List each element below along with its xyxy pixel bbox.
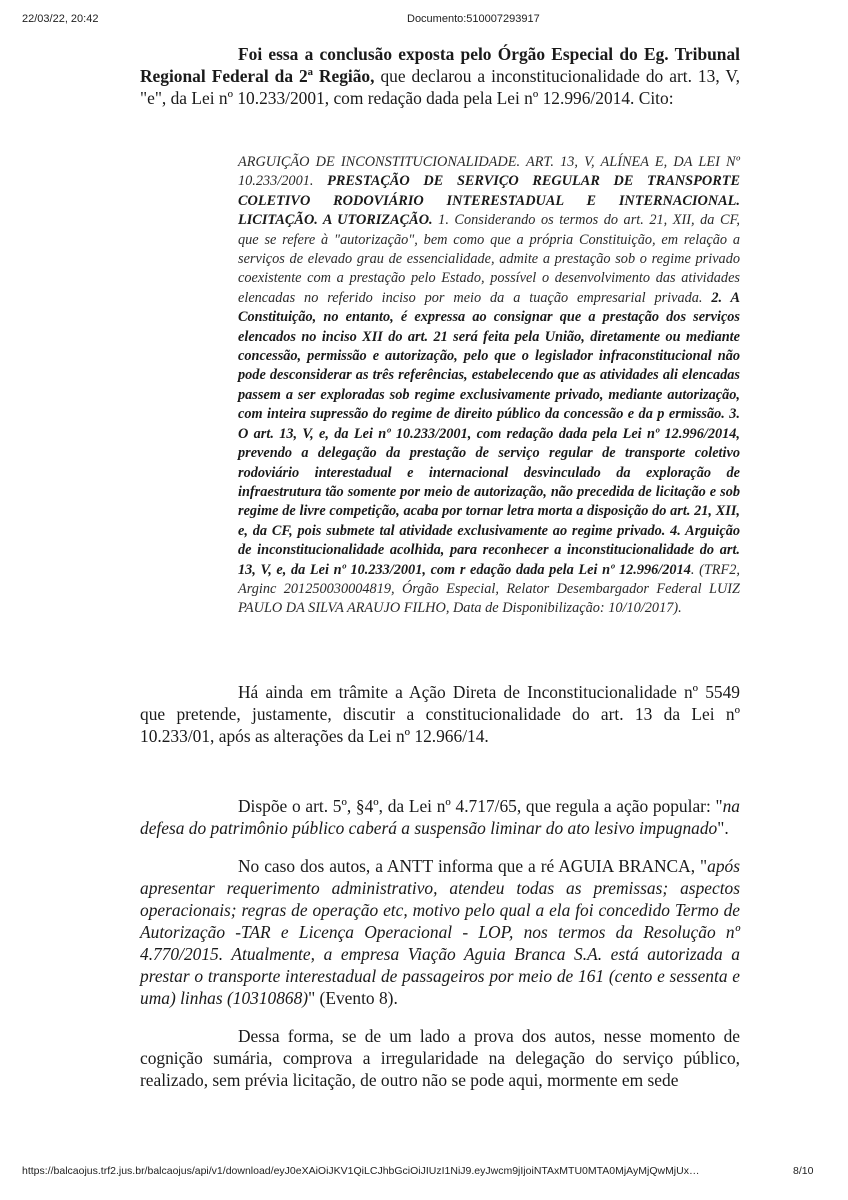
- document-id: Documento:510007293917: [407, 13, 540, 25]
- paragraph-adi: [140, 681, 740, 747]
- paragraph-acao-popular-tail: ".: [717, 818, 729, 838]
- case-law-quote: [238, 153, 740, 619]
- paragraph-antt-lead: No caso dos autos, a ANTT informa que a ré AGUIA BRANCA, ": [238, 856, 708, 876]
- quote-citation: . (TRF2, Arginc 201250030004819, Órgão Especial, Relator Desembargador Federal LUIZ PAULO DA SILVA ARAUJO FILHO, Data de Disponibilização: 10/10/2017).: [238, 561, 740, 617]
- paragraph-conclusion-bold: Foi essa a conclusão exposta pelo Órgão Especial do Eg. Tribunal Regional Federal da 2ª Região,: [140, 44, 740, 86]
- paragraph-acao-popular: [140, 795, 740, 839]
- paragraph-conclusion-rest: que declarou a inconstitucionalidade do art. 13, V, "e", da Lei nº 10.233/2001, com redação dada pela Lei nº 12.996/2014. Cito:: [140, 66, 741, 108]
- quote-subject-bold: PRESTAÇÃO DE SERVIÇO REGULAR DE TRANSPORTE COLETIVO RODOVIÁRIO INTERESTADUAL E INTERNACIONAL. LICITAÇÃO. A UTORIZAÇÃO.: [238, 173, 741, 229]
- paragraph-acao-popular-lead: Dispõe o art. 5º, §4º, da Lei nº 4.717/65, que regula a ação popular: ": [238, 796, 723, 816]
- print-datetime: 22/03/22, 20:42: [22, 13, 99, 25]
- paragraph-antt-tail: " (Evento 8).: [308, 988, 398, 1008]
- quote-items-bold: 2. A Constituição, no entanto, é expressa ao consignar que a prestação dos serviços elencados no inciso XII do art. 21 será feita pela União, diretamente ou mediante concessão, permissão e autorização, pelo que o legislador infraconstitucional não pode desconsiderar as três referências, estabelecendo que as atividades ali elencadas passem a ser exploradas sob regime exclusivamente privado, mediante autorização, com inteira supressão do regime de direito público da concessão e da p ermissão. 3. O art. 13, V, e, da Lei nº 10.233/2001, com redação dada pela Lei nº 12.996/2014, prevendo a delegação da prestação de serviço regular de transporte coletivo rodoviário interestadual e internacional desvinculado da exploração de infraestrutura tão somente por meio de autorização, não precedida de licitação e sob regime de livre competição, acaba por tornar letra morta a disposição do art. 21, XII, e, da CF, pois submete tal atividade exclusivamente ao regime privado. 4. Arguição de inconstitucionalidade acolhida, para reconhecer a inconstitucionalidade do art. 13, V, e, da Lei nº 10.233/2001, com r edação dada pela Lei nº 12.996/2014: [238, 289, 740, 578]
- page-number: 8/10: [793, 1165, 814, 1177]
- paragraph-conclusion-summary-text: Dessa forma, se de um lado a prova dos autos, nesse momento de cognição sumária, comprova a irregularidade na delegação do serviço público, realizado, sem prévia licitação, de outro não se pode aqui, mormente em sede: [140, 1026, 740, 1090]
- paragraph-conclusion: [140, 43, 740, 109]
- paragraph-adi-text: Há ainda em trâmite a Ação Direta de Inconstitucionalidade nº 5549 que pretende, justamente, discutir a constitucionalidade do art. 13 da Lei nº 10.233/01, após as alterações da Lei nº 12.966/14.: [140, 682, 740, 746]
- paragraph-conclusion-summary: [140, 1025, 740, 1091]
- quote-heading: ARGUIÇÃO DE INCONSTITUCIONALIDADE. ART. 13, V, ALÍNEA E, DA LEI Nº 10.233/2001.: [238, 154, 740, 190]
- paragraph-antt: [140, 855, 740, 1009]
- quote-item-1: 1. Considerando os termos do art. 21, XII, da CF, que se refere à "autorização", bem como que a própria Constituição, em relação a serviços de elevado grau de essencialidade, admite a prestação sob o regime privado coexistente com a prestação pelo Estado, possível o desenvolvimento das atividades elencadas no referido inciso por meio da a tuação empresarial privada.: [238, 212, 740, 306]
- paragraph-antt-citation: após apresentar requerimento administrativo, atendeu todas as premissas; aspectos operacionais; regras de operação etc, motivo pelo qual a ela foi concedido Termo de Autorização -TAR e Licença Operacional - LOP, nos termos da Resolução nº 4.770/2015. Atualmente, a empresa Viação Aguia Branca S.A. está autorizada a prestar o transporte interestadual de passageiros por meio de 161 (cento e sessenta e uma) linhas (10310868): [140, 856, 740, 1008]
- footer-url-link[interactable]: https://balcaojus.trf2.jus.br/balcaojus/api/v1/download/eyJ0eXAiOiJKV1QiLCJhbGciOiJIUzI1NiJ9.eyJwcm9jIjoiNTAxMTU0MTA0MjAyMjQwMjUx…: [22, 1165, 700, 1177]
- paragraph-acao-popular-citation: na defesa do patrimônio público caberá a suspensão liminar do ato lesivo impugnado: [140, 796, 740, 838]
